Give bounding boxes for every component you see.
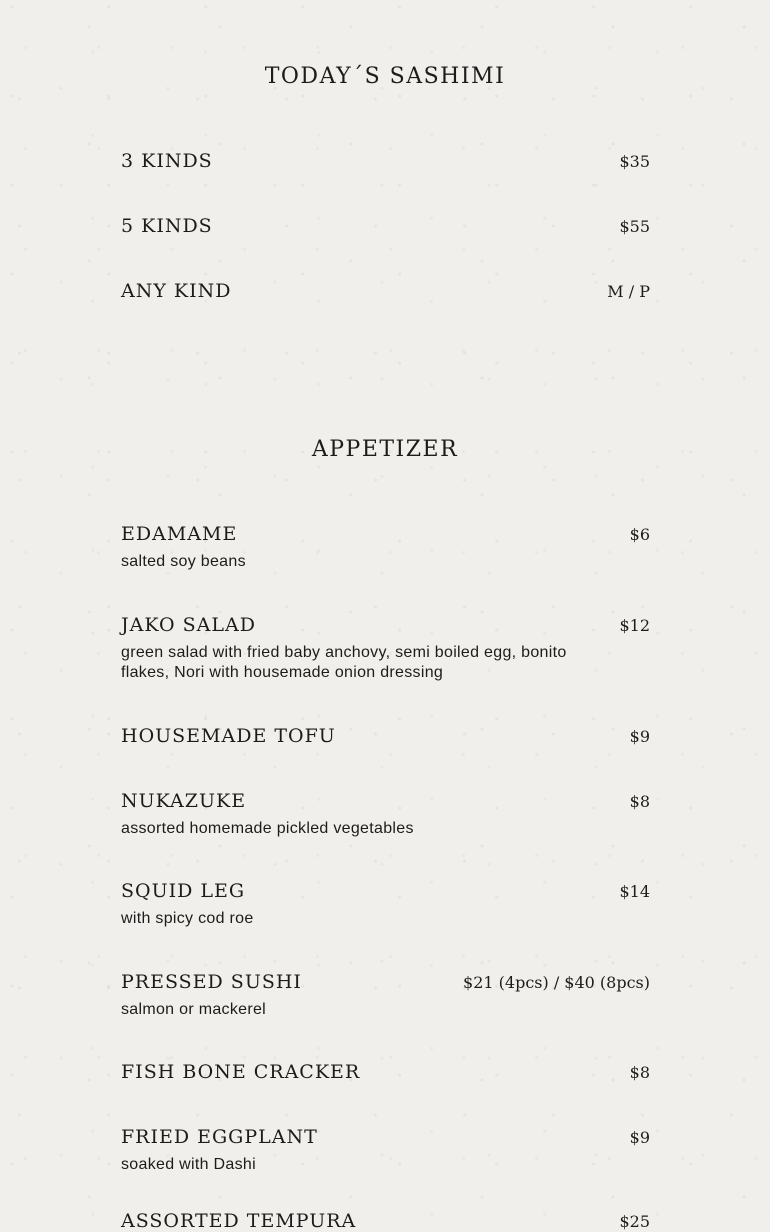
menu-item-3-kinds (121, 152, 650, 171)
item-name: ASSORTED TEMPURA (121, 1210, 357, 1232)
menu-item-any-kind (121, 282, 650, 301)
item-price: $6 (629, 525, 650, 544)
menu-item-nukazuke (121, 792, 650, 839)
item-name: FRIED EGGPLANT (121, 1126, 318, 1148)
menu-item-jako-salad (121, 616, 650, 683)
item-price: $14 (619, 882, 650, 901)
item-name: 3 KINDS (121, 150, 213, 172)
menu-item-squid-leg (121, 882, 650, 929)
item-price: $8 (629, 1063, 650, 1082)
item-price: $12 (619, 616, 650, 635)
item-name: NUKAZUKE (121, 790, 247, 812)
item-price: $9 (629, 727, 650, 746)
menu-item-fried-eggplant (121, 1128, 650, 1175)
menu-item-housemade-tofu (121, 727, 650, 746)
item-name: SQUID LEG (121, 880, 246, 902)
item-price: $9 (629, 1128, 650, 1147)
item-price: $8 (629, 792, 650, 811)
item-description: salted soy beans (121, 553, 246, 570)
menu-item-pressed-sushi (121, 973, 650, 1020)
item-name: EDAMAME (121, 523, 238, 545)
appetizer-section-title: APPETIZER (311, 437, 459, 462)
item-price: $55 (619, 217, 650, 236)
item-name: PRESSED SUSHI (121, 971, 302, 993)
item-price: $21 (4pcs) / $40 (8pcs) (463, 973, 650, 992)
item-price: $25 (619, 1212, 650, 1231)
item-description: assorted homemade pickled vegetables (121, 820, 414, 837)
item-description: green salad with fried baby anchovy, semi boiled egg, bonito flakes, Nori with housemade onion dressing (121, 644, 567, 681)
item-description: with spicy cod roe (121, 910, 254, 927)
item-name: ANY KIND (121, 280, 232, 302)
item-price: $35 (619, 152, 650, 171)
item-name: 5 KINDS (121, 215, 213, 237)
item-name: JAKO SALAD (121, 614, 256, 636)
menu-item-fish-bone-cracker (121, 1063, 650, 1082)
item-name: FISH BONE CRACKER (121, 1061, 361, 1083)
menu-item-5-kinds (121, 217, 650, 236)
menu-item-assorted-tempura (121, 1212, 650, 1231)
menu-item-edamame (121, 525, 650, 572)
item-price: M / P (607, 282, 650, 301)
item-name: HOUSEMADE TOFU (121, 725, 336, 747)
item-description: salmon or mackerel (121, 1001, 267, 1018)
item-description: soaked with Dashi (121, 1156, 256, 1173)
sashimi-section-title: TODAY´S SASHIMI (264, 64, 506, 89)
